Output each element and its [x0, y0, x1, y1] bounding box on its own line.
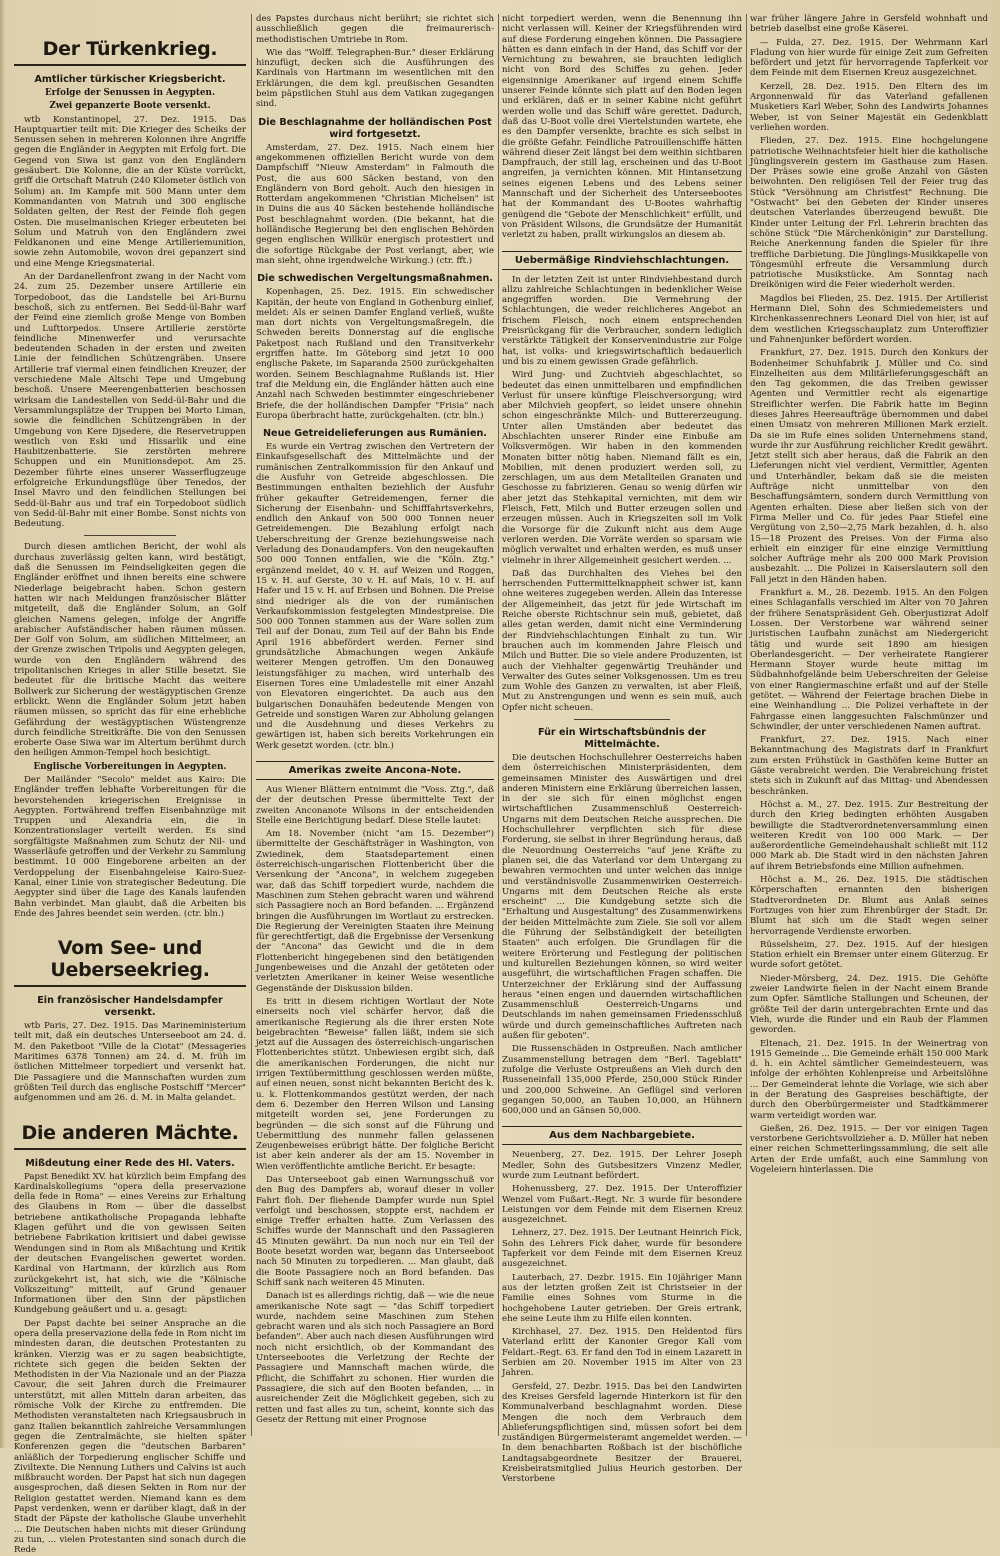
paragraph: Frankfurt a. M., 28. Dezemb. 1915. An den Folgen eines Schlaganfalls verschied im Alter von 70 Jahren der frühere Senatspräsident Geh. Oberjustizrat Adolf Lossen. Der Verstorbene war während seiner juristischen Laufbahn zunächst am Niedergericht tätig und wurde seit 1890 am hiesigen Oberlandesgericht. — Der verheiratete Rangierer Hermann Stoyer wurde heute mittag im Südbahnhofgelände beim Ueberschreiten der Geleise von einer Rangiermaschine erfaßt und auf der Stelle getötet. — Während der Feiertage brachen Diebe in eine Weinhandlung ... Die Polizei verhaftete in der Fahrgasse einen langgesuchten Falschmünzer und Schwindler, der unter verschiedenen Namen auftrat. — [750, 588, 988, 732]
column-4 — [750, 14, 988, 1438]
paragraph: Höchst a. M., 27. Dez. 1915. Zur Bestreitung der durch den Krieg bedingten erhöhten Ausgaben bewilligte die Stadtverordnetenversammlung einen weiteren Kredit von 100 000 Mark. — Der außerordentliche Gemeindehaushalt schließt mit 112 000 Mark ab. Die Stadt wird in den nächsten Jahren auf ihrem Betriebsfonds eine Million aufnehmen. — [750, 799, 988, 872]
paragraph: Eltenach, 21. Dez. 1915. In der Weinertrag von 1915 Gemeinde ... Die Gemeinde erhält 150 000 Mark d. h. ein Achtel sämtlicher Gemeindesteuern, was infolge der erhöhten Kohlenpreise und Arbeitslöhne ... Der Gemeinderat lehnte die Vorlage, wie sich aber in der Beratung des Gaspreises beschäftigte, der durch den Oberbürgermeister und Stadtkämmerer warm verteidigt worden war. — [750, 1038, 988, 1121]
paragraph: Lehnerz, 27. Dez. 1915. Der Leutnant Heinrich Fick, Sohn des Lehrers Fick daher, wurde für besondere Tapferkeit vor dem Feinde mit dem Eisernen Kreuz ausgezeichnet. — [502, 1228, 742, 1270]
divider — [574, 719, 670, 720]
column-rule — [251, 14, 252, 1436]
paragraph: Danach ist es allerdings richtig, daß — wie die neue amerikanische Note sagt — "das Schiff torpediert wurde, nachdem seine Maschinen zum Stehen gebracht waren und als sich noch Passagiere an Bord befanden". Aber auch nach diesen Ausführungen wird noch nicht ersichtlich, ob der Kommandant des Unterseebootes die Verletzung der Rechte der Passagiere und Mannschaft machen würde, die Pflicht, die Schiffahrt zu schonen. Hier wurden die Passagiere, die sich auf den Booten befanden, ... in ausreichender Zeit die Möglichkeit gegeben, sich zu retten und fast alles zu tun, scheint, konnte sich das Gesetz der Rettung mit einer Prognose — [256, 1291, 494, 1425]
paragraph: Die Russenschäden in Ostpreußen. Nach amtlicher Zusammenstellung betragen dem "Berl. Tageblatt" zufolge die Verluste Ostpreußens an Vieh durch den Russeneinfall 135,000 Pferde, 250,000 Stück Rinder und 200,000 Schweine. An Geflügel sind verloren gegangen 50,000, an Tauben 10,000, an Hühnern 600,000 und an Gänsen 50,000. — [502, 1044, 742, 1117]
divider — [84, 535, 177, 536]
paragraph: war früher längere Jahre in Gersfeld wohnhaft und betrieb daselbst eine große Käserei. — [750, 14, 988, 35]
column-rule — [498, 14, 499, 1436]
paragraph: Die deutschen Hochschullehrer Oesterreichs haben dem österreichischen Ministerpräsidenten, dem gemeinsamen Minister des Auswärtigen und drei anderen Ministern eine Erklärung überreichen lassen, in der sie sich für einen möglichst engen wirtschaftlichen Zusammenschluß Oesterreich-Ungarns mit dem Deutschen Reiche aussprechen. Die Hochschullehrer verpflichten sich für diese Forderung, sie selbst in ihrer Begründung heraus, daß die Neuordnung Oesterreichs "auf jene Kräfte zu planen sei, die das Vaterland vor dem Untergang zu bewahren vermochten und unter welchen das innige und verständnisvolle Zusammenwirken Oesterreich-Ungarns mit dem Deutschen Reiche als erste erscheint" ... Die Kundgebung setzte sich die "Erhaltung und Ausgestaltung" des Zusammenwirkens der beiden Mittelmächte zum Ziele. Sie soll vor allem die Führung der Selbständigkeit der beteiligten Staaten" auch erfolgen. Die Grundlagen für die weitere Erörterung und Festlegung der politischen und kulturellen Beziehungen können, so wird weiter ausgeführt, die wirtschaftlichen Fragen schaffen. Die Unterzeichner der Erklärung sind der Auffassung heraus "einen engen und dauernden wirtschaftlichen Zusammenschluß Oesterreich-Ungarns und Deutschlands im nahen gemeinsamen Friedensschluß würde und durch gemeinschaftliches Auftreten nach außen für geboten". — [502, 753, 742, 1042]
article-heading-boxed: Uebermäßige Rindviehschlachtungen. — [502, 251, 742, 270]
paragraph: Lauterbach, 27. Dezbr. 1915. Ein 10jähriger Mann aus der letzten großen Zeit ist Christseier in der Familie eines Sohnes vom Sturme in die hochgehobene Lauter getrieben. Der Greis ertrank, ehe seine Leute ihm zu Hilfe eilen konnten. — [502, 1272, 742, 1324]
paragraph: Frankfurt, 27. Dez. 1915. Nach einer Bekanntmachung des Magistrats darf in Frankfurt zum ersten Frühstück in Gasthöfen keine Butter an Gäste verabreicht werden. Die Verabreichung fristet stets sich in Zukunft auf das Mittag- und Abendessen beschränken. — [750, 735, 988, 797]
article-heading: Die schwedischen Vergeltungsmaßnahmen. — [257, 273, 493, 285]
paragraph: — Fulda, 27. Dez. 1915. Der Wehrmann Karl Fladung von hier wurde für einige Zeit zum Gefreiten befördert und jetzt für hervorragende Tapferkeit vor dem Feinde mit dem Eisernen Kreuz ausgezeichnet. — [750, 37, 988, 79]
article-heading-boxed: Aus dem Nachbargebiete. — [502, 1126, 742, 1145]
paragraph: Gersfeld, 27. Dezbr. 1915. Das bei den Landwirten des Kreises Gersfeld lagernde Hinterkorn ist für den Kommunalverband beschlagnahmt worden. Diese Mengen die noch dem Verbrauch dem Ablieferungspflichtigen sind, müssen sofort bei dem zuständigen Bürgermeisteramt angemeldet werden. — In dem benachbarten Roßbach ist der bischöfliche Landtagsabgeordnete Besitzer der Brauerei, Kreisbeiratsmitglied Julius Heurich gestorben. Der Verstorbene — [502, 1381, 742, 1485]
paragraph: Hohenussberg, 27. Dez. 1915. Der Unteroffizier Wenzel vom Fußart.-Regt. Nr. 3 wurde für besondere Leistungen vor dem Feinde mit dem Eisernen Kreuz ausgezeichnet. — [502, 1184, 742, 1226]
paragraph: nicht torpediert werden, wenn die Benennung ihn nicht verlassen will. Keiner der Kriegsführenden wird auf diese Forderung eingehen können. Die Passagiere hätten es dann einfach in der Hand, das Schiff vor der Vernichtung zu bewahren, sie brauchten lediglich nicht von Bord des Schiffes zu gehen. Jeder eigensinnige Amerikaner auf irgend einem Schiffe unserer Feinde könnte sich platt auf den Boden legen und erklären, daß er in seiner Kabine nicht geführt werden wolle und das Schiff wäre gerettet. Dadurch, daß das U-Boot volle drei Viertelstunden wartete, ehe es den Dampfer versenkte, brachte es sich selbst in die größte Gefahr. Feindliche Patrouillenschiffe hätten während dieser Zeit längst bei dem weithin sichtbaren Dampfrauch, der still lag, erscheinen und das U-Boot angreifen, ja vernichten können. Mit Hintansetzung seines eigenen Lebens und des Lebens seiner Mannschaft und der Sicherheit des Unterseebootes hat der Kommandant des U-Bootes wahrhaftig genügend die "Gebote der Menschlichkeit" erfüllt, und von Präsident Wilsons, die Grundsätze der Humanität verletzt zu haben, prallt wirkungslos an diesem ab. — [502, 14, 742, 241]
paragraph: Aus Wiener Blättern entnimmt die "Voss. Ztg.", daß der der deutschen Presse übermittelte Text der zweiten Anconanote Wilsons in der entscheidenden Stelle eine Berichtigung bedarf. Diese Stelle lautet: — [256, 785, 494, 826]
paragraph: An der Dardanellenfront zwang in der Nacht vom 24. zum 25. Dezember unsere Artillerie ein Torpedoboot, das die Landstelle bei Ari-Burnu beschoß, sich zu entfernen. Bei Sedd-ül-Bahr warf der Feind eine ziemlich große Menge von Bomben und Lufttorpedos. Unsere Artillerie zerstörte feindliche Minenwerfer und verursachte bedeutenden Schaden in der ersten und zweiten Linie der feindlichen Schützengräben. Unsere Artillerie traf viermal einen feindlichen Kreuzer, der verschiedene Male Altschi Tepe und Umgebung beschoß. Unsere Meerengenbatterien beschossen wirksam die Landestellen von Sedd-ül-Bahr und die Versammlungsplätze der Truppen bei Morto Liman, sowie die feindlichen Schützengräben in der Umgebung von Kere Djsedere, die Reservetruppen westlich von Eski und Hissarlik und eine Haubitzenbatterie. Sie zerstörten mehrere Schuppen und ein Munitionsdepot. Am 25. Dezember führte eines unserer Wasserflugzeuge erfolgreiche Erkundungsflüge über Tenedos, der Insel Mavro und den feindlichen Stellungen bei Sedd-ül-Bahr aus und traf ein Torpedoboot südlich von Sedd-ül-Bahr mit einer Bombe. Sonst nichts von Bedeutung. — [14, 272, 246, 530]
paragraph: Kirchhasel, 27. Dez. 1915. Den Heldentod fürs Vaterland erlitt der Kanonier Gregor Kall vom Feldart.-Regt. 63. Er fand den Tod in einem Lazarett in Serbien am 20. November 1915 im Alter von 23 Jahren. — [502, 1327, 742, 1379]
article-subheading: Erfolge der Senussen in Aegypten. — [44, 88, 216, 98]
section-heading-andere: Die anderen Mächte. — [14, 1122, 246, 1150]
paragraph: Frankfurt, 27. Dez. 1915. Durch den Konkurs der Bodenheimer Schuhfabrik J. Müller und Co. sind Einzelheiten aus dem Militärlieferungsgeschäft an den Tag gekommen, die das Treiben gewisser Agenten und Vermittler recht als eigenartige Streiflichter werfen. Die Fabrik hatte im Beginn dieses Jahres Heereaufträge übernommen und dabei einen Umsatz von mehreren Millionen Mark erzielt. Da sie im Rufe eines soliden Unternehmens stand, wurde ihr zur Ausführung reichlicher Kredit gewährt. Jetzt stellt sich aber heraus, daß die Fabrik an den Lieferungen nicht viel verdient, Vermittler, Agenten und Unterhändler, bekam daß sie die meisten Aufträge nicht unmittelbar von den Beschaffungsämtern, sondern durch Vermittlung von Agenten erhalten. Diese aber ließen sich von der Firma Meller und Co. für jedes Paar Stiefel eine Vergütung von 2,50—2,75 Mark bezahlen, d. h. also 15—18 Prozent des Preises. Von der Firma also erhielt ein einziger für eine einzige Vermittlung solcher Aufträge mehr als 200 000 Mark Provision ausbezahlt. ... Die Polizei in Kaiserslautern soll den Fall jetzt in den Händen haben. — [750, 348, 988, 585]
article-heading: Neue Getreidelieferungen aus Rumänien. — [263, 428, 487, 440]
paragraph: Gießen, 26. Dez. 1915. — Der vor einigen Tagen verstorbene Gerichtsvollzieher a. D. Müller hat neben einer reichen Schmetterlingssammlung, die seit alle Arten der Erde umfaßt, auch eine Sammlung von Vogeleiern hinterlassen. Die — [750, 1123, 988, 1176]
article-heading: Amtlicher türkischer Kriegsbericht. — [34, 74, 226, 85]
paragraph: Neuenberg, 27. Dez. 1915. Der Lehrer Joseph Medler, Sohn des Gutsbesitzers Vinzenz Medler, wurde zum Leutnant befördert. — [502, 1150, 742, 1181]
article-heading-boxed: Amerikas zweite Ancona-Note. — [256, 761, 494, 780]
paragraph: wtb Konstantinopel, 27. Dez. 1915. Das Hauptquartier teilt mit: Die Krieger des Scheiks der Senussen sehen in mehreren Kolonnen ihre Angriffe gegen die Engländer in Aegypten mit Erfolg fort. Die Gegend von Siwa ist ganz von den Engländern gesäubert. Die Kolonne, die an der Küste vorrückt, griff die Ortschaft Matruh (240 Kilometer östlich von Solum) an. Im Kampfe mit 500 Mann unter dem Kommandanten von Matruh und 300 englische Soldaten gelten, der Rest der Feinde floh gegen Osten. Die muselmanischen Krieger erbeuteten bei Solum und Matruh von den Engländern zwei Feldkanonen und eine Menge Artilleriemunition, sowie zehn Automobile, wovon drei gepanzert sind und eine Menge Kriegsmaterial. — [14, 114, 246, 269]
article-heading: Ein französischer Handelsdampfer versenkt. — [37, 995, 223, 1019]
paragraph: Höchst a. M., 26. Dez. 1915. Die städtischen Körperschaften ernannten den bisherigen Stadtverordneten Dr. Blumt aus Anlaß seines Fortzuges von hier zum Ehrenbürger der Stadt. Dr. Blumt hat sich um die Stadt wegen seiner hervorragende Verdienste erworben. — [750, 875, 988, 937]
paragraph: Durch diesen amtlichen Bericht, der wohl als durchaus zuverlässig gelten kann, wird bestätigt, daß die Senussen im Feindseligkeiten gegen die Engländer eröffnet und ihnen bereits eine schwere Niederlage beigebracht haben. Schon gestern hatten wir nach Meldungen französischer Blätter mitgeteilt, daß die Engländer Solum, an Golf gleichen Namens gelegen, infolge der Angriffe arabischer Aufständischer haben räumen müssen. Der Golf von Solum, am südlichen Mittelmeer, an der Grenze zwischen Tripolis und Aegypten gelegen, wurde von den Engländern während des tripolitanischen Krieges in aller Stille besetzt. Sie bedeutet für die britische Macht das weitere Bollwerk zur Sicherung der westägyptischen Grenze erblickt. Wenn die Engländer Solum jetzt haben räumen müssen, so spricht das für eine erhebliche Gefährdung der westägyptischen Wüstengrenze durch feindliche Streitkräfte. Die von den Senussen eroberte Oase Siwa war im Altertum berühmt durch den heiligen Ammon-Tempel hoch besichtigt. — [14, 542, 246, 759]
page-edge — [0, 0, 6, 1448]
paragraph: Wird Jung- und Zuchtvieh abgeschlachtet, so bedeutet das einen unmittelbaren und empfindlichen Verlust für unsere künftige Fleischversorgung; wird aber Milchvieh geopfert, so leidet unsere ohnehin schon eingeschränkte Milch- und Buttererzeugung. Unter allen Umständen aber bedeutet das Abschlachten unserer Rinder eine Einbuße am Volksvermögen. Wir haben in den kommenden Monaten bitter nötig haben. Niemand fällt es ein, Mobilien, mit denen produziert werden soll, zu zerschlagen, um aus dem Metallteilen Granaten und Geschosse zu fabrizieren. Genau so wenig dürfen wir aber jetzt das Stehkapital vernichten, mit dem wir Fleisch, Fett, Milch und Butter erzeugen sollen und erzeugen müssen. Auch in Kriegszeiten soll im Volk die Vorsorge für die Zukunft nicht aus dem Auge verloren werden. Die Vorräte werden so sparsam wie möglich verwaltet und erhalten werden, es muß unser vielmehr in ihrer Allgemeinheit gesichert werden. ... — [502, 370, 742, 566]
article-subheading: Zwei gepanzerte Boote versenkt. — [49, 101, 211, 112]
paragraph: Rüsselsheim, 27. Dez. 1915. Auf der hiesigen Station erhielt ein Bremser unter einem Güterzug. Er wurde sofort getötet. — [750, 939, 988, 971]
column-3 — [502, 14, 742, 1485]
paragraph: Am 18. November (nicht "am 15. Dezember") übermittelte der Geschäftsträger in Washington, von Zwiedinek, dem Staatsdepartement einen österreichisch-ungarischen Flottenbericht über die Versenkung der "Ancona", in welchem zugegeben war, daß das Schiff torpediert wurde, nachdem die Maschinen zum Stehen gebracht waren und während sich Passagiere noch an Bord befanden. ... Ergänzend bringen die Ausführungen im Wortlaut zu erstrecken. Die Regierung der Vereinigten Staaten ihre Meinung für gerechtfertigt, daß die Ergebnisse der Versenkung der "Ancona" das Gewicht und die in dem Flottenbericht hingegebenen sind den betätigenden Jungenbeweises und die Anzahl der getöteten oder verletzten Amerikaner in keiner Weise wesentliche Gegenstände der Diskussion bilden. — [256, 829, 494, 994]
article-heading: Mißdeutung einer Rede des Hl. Vaters. — [25, 1157, 235, 1169]
paragraph: Amsterdam, 27. Dez. 1915. Nach einem hier angekommenen offiziellen Bericht wurde von dem Dampfschiff "Nieuw Amsterdam" in Falmouth die Post, die aus 600 Säcken bestand, von den Engländern von Bord geholt. Auch den hiesigen in Rotterdam angekommenen "Christian Michelsen" ist in Duins die aus 40 Säcken bestehende holländische Post beschlagnahmt worden. (Die bekannt, hat die holländische Regierung bei den englischen Behörden gegen englischen Willkür energisch protestiert und die sofortige Rückgabe der Post verlangt, aber, wie man sieht, ohne irgendwelche Wirkung.) (ctr. fft.) — [256, 142, 494, 266]
column-1 — [14, 14, 246, 1556]
column-rule — [746, 14, 747, 1436]
paragraph: Flieden, 27. Dez. 1915. Eine hochgelungene patriotische Weihnachtsfeier hielt hier die katholische Jünglingsverein gestern im Gasthause zum Hasen. Der Präses sowie eine große Anzahl von Gästen beiwohnten. Den religiösen Teil der Feier trug das Stück "Versöhnung am Christfest" Rechnung. Die "Ostwacht" bei den Gebeten der Kinder unseres deutschen Vaterlandes überzeugend bewußt. Die Kinder unter Leitung der Frl. Lehrerin brachten das schöne Stück "Die Märchenkönigin" zur Darstellung. Reiche Anerkennung fanden die Spieler für ihre treffliche Darbietung. Die Jünglings-Musikkapelle von Töngesmühl erfreute die Versammlung durch patriotische Musikstücke. Am Sonntag nach Dreikönigen wird die Feier wiederholt werden. — [750, 136, 988, 291]
paragraph: Magdlos bei Flieden, 25. Dez. 1915. Der Artillerist Hermann Diel, Sohn des Schmiedemeisters und Kirchenkassenrechners Leonard Diel von hier, ist auf dem westlichen Kriegsschauplatz zum Unteroffizier und Fahnenjunker befördert worden. — [750, 293, 988, 345]
paragraph: Es wurde ein Vertrag zwischen den Vertretern der Einkaufsgesellschaft des Mittelmächte und der rumänischen Zentralkommission für den Ankauf und die Ausfuhr von Getreide abgeschlossen. Die Bestimmungen enthalten beziehlich der Ausfuhr früher gekaufter Getreidemengen, ferner die Sicherung der Eisenbahn- und Schifffahrtsverkehrs, endlich den Ankauf von 500 000 Tonnen neuer Getreidemengen. Die Bezahlung erfolgt nach Ueberschreitung der Grenze beziehungsweise nach Verladung des Donaudampfers. Von den neugekauften 500 000 Tonnen entfallen, wie die "Köln. Ztg." ergänzend meldet, 40 v. H. auf Weizen und Roggen, 15 v. H. auf Gerste, 30 v. H. auf Mais, 10 v. H. auf Hafer und 15 v. H. auf Erbsen und Bohnen. Die Preise sind niedriger als die von der rumänischen Verkaufskommission festgelegten Mindestpreise. Die 500 000 Tonnen stammen aus der Ware sollen zum Teil auf der Donau, zum Teil auf der Bahn bis Ende April 1916 abbefördert werden. Ferner sind grundsätzliche Abmachungen wegen Ankäufe weiterer Mengen getroffen. Um den Donauweg leistungsfähiger zu machen, wird unterhalb des Eisernen Tores eine Umladestelle mit einer Anzahl von Elevatoren eingerichtet. Da auch aus den bulgarischen Donauhäfen bedeutende Mengen von Getreide und sonstigen Waren zur Abholung gelangen und die Ausdehnung und dieses Verkehrs zu gewärtigen ist, haben sich bereits Vorkehrungen ein Werk gesetzt worden. (ctr. bln.) — [256, 442, 494, 751]
paragraph: Wie das "Wolff. Telegraphen-Bur." dieser Erklärung hinzufügt, decken sich die Ausführungen des Kardinals von Hartmann im wesentlichen mit den Erklärungen, die dem kgl. preußischen Gesandten beim päpstlichen Stuhl aus dem Vatikan zugegangen sind. — [256, 47, 494, 110]
paragraph: Es tritt in diesem richtigen Wortlaut der Note einerseits noch viel schärfer hervor, daß die amerikanische Regierung als die ihrer ersten Note beigebrachten "Beweise" fallen läßt, indem sie sich jetzt auf die Aussagen des österreichisch-ungarischen Flottenberichtes stützt. Unbewiesen ergibt sich, daß die amerikanischen Forderungen, die nicht nur irrigen Textübermittlung geschlossen werden müßte, auf einen neuen, sonst nicht bekannten Bericht des k. u. k. Flottenkommandos gestützt werden, der nach dem 6. Dezember den Herren Wilson und Lansing mitgeteilt worden sei, jene Forderungen zu begründen — die sich sonst auf die Führung und Uebermittlung des nunmehr fallen gelassenen Zeugenbeweises erübrigt hätte. Der folgliche Bericht ist aber kein anderer als der am 15. November in Wien veröffentlichte amtliche Bericht. Er besagte: — [256, 996, 494, 1172]
section-heading-tuerkenkrieg: Der Türkenkrieg. — [14, 38, 246, 66]
paragraph: Der Papst dachte bei seiner Ansprache an die opera della preservazione della fede in Rom nicht im mindesten daran, die deutschen Protestanten zu kränken. Vierzig was er zu sagen beabsichtigte, richtete sich gegen die beiden Sekten der Methodisten in der Via Nazionale und an der Piazza Cavour, die seit Jahren durch die Freimaurer unterstützt, mit allen Mitteln daran arbeiten, das römische Volk der Kirche zu entfremden. Die Methodisten veranstalteten nach Kriegsausbruch in ganz Italien bekanntlich zahlreiche Versammlungen gegen die Zentralmächte, sie hielten später Konferenzen gegen die "deutschen Barbaren" anläßlich der Torpedierung englischer Schiffe und Ziviltexte. Die Nennung Luthers und Calvins ist auch mißbraucht worden. Der Papst hat sich nun dagegen ausgesprochen, daß diesen Sekten in Rom nur der Religion gestattet werden. Niemand kann es dem Papst verdenken, wenn er darüber klagt, daß in der Stadt der Päpste der katholische Glaube unverhehlt ... Die Deutschen haben nichts mit dieser Gründung zu tun, ... vielen Protestanten sind sonach durch die Rede — [14, 1318, 246, 1556]
paragraph: des Papstes durchaus nicht berührt; sie richtet sich ausschließlich gegen die freimaurerisch-methodistischen Umtriebe in Rom. — [256, 14, 494, 45]
section-heading-seekrieg: Vom See- und Ueberseekrieg. — [14, 937, 246, 987]
paragraph: Daß das Durchhalten des Viehes bei den herrschenden Futtermittelknappheit schwer ist, kann ohne weiteres zugegeben werden. Allein das Interesse der Allgemeinheit, das jetzt für jede Wirtschaft im Reiche oberste Richtschnur sein muß, gebietet, daß alles getan werden, damit nicht eine Verminderung der Rindviehschlachtungen Einhalt zu tun. Wir brauchen auch im kommenden Jahre Fleisch und Milch und Butter. Die so viele andere Produzenten, ist auch der Viehhalter gegenwärtig Treuhänder und Verwalter des Gutes seiner Volksgenossen. Um es treu zum Wohle des Ganzen zu verwalten, ist aber Fleiß, Mut zu Anstrengungen und wenn es sein muß, auch Opfer nicht scheuen. — [502, 568, 742, 713]
paragraph: Papst Benedikt XV. hat kürzlich beim Empfang des Kardinalskollegiums "opera della preservazione della fede in Roma" — eines Vereins zur Erhaltung des Glaubens in Rom — über die dasselbst betriebene antikatholische Propaganda lebhafte Klagen geführt und die von gewissen Seiten betriebene Fabrikation kritisiert und dabei gewisse Wendungen sind in Rom als Mißachtung und Kritik der deutschen Evangelischen gewertet worden. Kardinal von Hartmann, der kürzlich aus Rom zurückgekehrt ist, hat sich, wie die "Kölnische Volkszeitung" mitteilt, auf Grund genauer Informationen über den Sinn der päpstlichen Kundgebung geäußert und u. a. gesagt: — [14, 1171, 246, 1316]
article-heading: Für ein Wirtschaftsbündnis der Mittelmächte. — [538, 727, 706, 750]
paragraph: Der Mailänder "Secolo" meldet aus Kairo: Die Engländer treffen lebhafte Vorbereitungen für die bevorstehenden kriegerischen Ereignisse in Aegypten. Fortwährend treffen Eisenbahnzüge mit Truppen und Alexandria ein, die in Konzentrationslager verteilt werden. Es sind sorgfältigste Maßnahmen zum Schutz der Nil- und Wasserläufe getroffen und der Verkehr zu Sammlung bestimmt. 10 000 Eingeborene arbeiten an der Verdoppelung der Eisenbahngeleise Kairo-Suez-Kanal, einer Linie von strategischer Bedeutung. Die Aegypter sind über die Lage des Kanals laufenden Bahn verbindet. Man glaubt, daß die Arbeiten bis Ende des Jahres beendet sein werden. (ctr. bln.) — [14, 775, 246, 919]
paragraph: wtb Paris, 27. Dez. 1915. Das Marineministerium teilt mit, daß ein deutsches Unterseeboot am 24. d. M. den Paketboot "Ville de la Ciotat" (Messageries Maritimes 6378 Tonnen) am 24. d. M. früh im östlichen Mittelmeer torpediert und versenkt hat. Die Passagiere und die Mannschaften wurden zum größten Teil durch das englische Postschiff "Mercer" aufgenommen und am 26. d. M. in Malta gelandet. — [14, 1021, 246, 1104]
paragraph: In der letzten Zeit ist unter Rindviehbestand durch allzu zahlreiche Schlachtungen in bedenklicher Weise angegriffen worden. Die Vermehrung der Schlachtungen, die weder reichlicheres Angebot an frischem Fleisch, noch einem entsprechenden Preisrückgang für die Verbraucher, sondern lediglich verstärkte Tätigkeit der Konservenindustrie zur Folge hat, ist volks- und kriegswirtschaftlich bedauerlich und bis zu einem gewissen Grade gefährlich. — [502, 274, 742, 367]
paragraph: Nieder-Mörsberg, 24. Dez. 1915. Die Gehöfte zweier Landwirte fielen in der Nacht einem Brande zum Opfer. Sämtliche Stallungen und Scheunen, der größte Teil der darin untergebrachten Ernte und das Vieh, wurde die Rinder und ein Raub der Flammen geworden. — [750, 973, 988, 1036]
paragraph: Das Unterseeboot gab einen Warnungsschuß vor den Bug des Dampfers ab, worauf dieser in voller Fahrt floh. Der fliehende Dampfer wurde nun Spiel verfolgt und beschossen, stoppte erst, nachdem er einige Treffer erhalten hatte. Zum Verlassen des Schiffes wurde der Mannschaft und den Passagieren 45 Minuten gewährt. Da nun noch nur ein Teil der Boote besetzt worden war, begann das Unterseeboot nach 50 Minuten zu torpedieren. ... Man glaubt, daß die Boote Passagiere noch an Bord befanden. Das Schiff sank nach weiteren 45 Minuten. — [256, 1174, 494, 1288]
column-2 — [256, 14, 494, 1438]
article-subheading: Englische Vorbereitungen in Aegypten. — [33, 761, 227, 772]
paragraph: Kopenhagen, 25. Dez. 1915. Ein schwedischer Kapitän, der heute von England in Gothenburg einlief, meldet: Als er seinen Damfer England verließ, wußte man dort nichts von Vergeltungsmaßregeln, die Schweden bereits Donnerstag auf die englische Paketpost nach Rußland und den Transitverkehr ergriffen hatte. Im Göteborg sind jetzt 10 000 englische Pakete, im Saparanda 2500 zurückgehalten worden. Seinem Beschlagnahme Rußlands ist. Hier traf die Meldung ein, die Engländer hätten auch eine Anzahl nach Schweden bestimmter eingeschriebener Briefe, die der holländischen Dampfer "Frisia" nach Europa überbracht hatte, zurückgehalten. (ctr. bln.) — [256, 287, 494, 421]
article-heading: Die Beschlagnahme der holländischen Post wird fortgesetzt. — [258, 116, 492, 140]
paragraph: Kerzell, 28. Dez. 1915. Den Eltern des im Argonnenwald für das Vaterland gefallenen Musketiers Karl Weber, Sohn des Landwirts Johannes Weber, ist von Seiner Majestät ein Gedenkblatt verliehen worden. — [750, 81, 988, 133]
